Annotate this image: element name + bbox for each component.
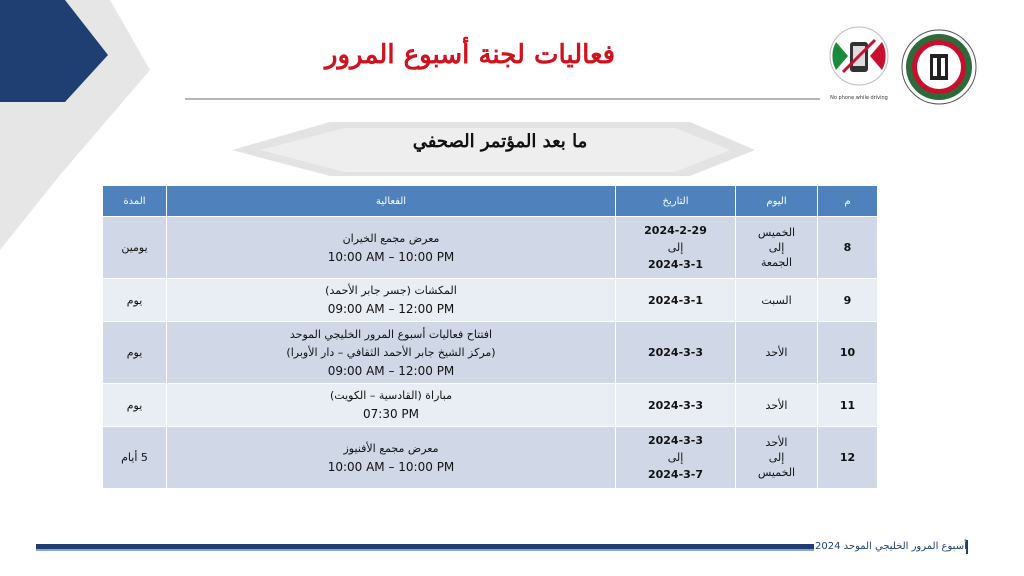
activity-line: افتتاح فعاليات أسبوع المرور الخليجي الموحد (289, 327, 493, 341)
activity-time: 10:00 AM – 10:00 PM (327, 459, 455, 474)
col-duration-header: المدة (103, 186, 167, 217)
activity-cell (167, 384, 616, 427)
date-line: 2024-2-29 (644, 224, 707, 237)
footer-text: أسبوع المرور الخليجي الموحد 2024 (815, 541, 967, 552)
activity-cell (167, 322, 616, 384)
activity-time: 09:00 AM – 12:00 PM (327, 363, 455, 378)
activity-time: 10:00 AM – 10:00 PM (327, 249, 455, 264)
date-line: 2024-3-3 (647, 434, 704, 447)
activity-time: 07:30 PM (363, 407, 419, 421)
day-cell (736, 279, 818, 322)
col-activity-header: الفعالية (167, 186, 616, 217)
day-line: الخميس (757, 226, 796, 239)
col-num-header: م (818, 186, 878, 217)
table-row (103, 384, 878, 427)
day-line: الأحد (765, 346, 788, 359)
date-cell (616, 322, 736, 384)
date-line: إلى (667, 451, 684, 464)
table-row (103, 322, 878, 384)
activity-line: معرض مجمع الأفنيوز (343, 441, 439, 455)
day-line: السبت (761, 293, 792, 307)
footer-bar (36, 544, 814, 549)
day-line: الأحد (765, 436, 788, 449)
date-cell (616, 279, 736, 322)
activity-line: مباراة (القادسية – الكويت) (330, 389, 452, 402)
row-number-cell: 11 (818, 384, 878, 427)
activity-line: معرض مجمع الخيران (342, 231, 440, 245)
row-number-cell: 8 (818, 217, 878, 279)
date-cell (616, 384, 736, 427)
day-line: إلى (768, 241, 785, 254)
day-line: إلى (768, 451, 785, 464)
day-line: الجمعة (760, 256, 793, 269)
table-header-row (103, 186, 878, 217)
table-row (103, 217, 878, 279)
page-title: فعاليات لجنة أسبوع المرور (324, 40, 616, 70)
col-day-header: اليوم (736, 186, 818, 217)
activity-time: 09:00 AM – 12:00 PM (327, 302, 455, 316)
date-line: 2024-3-1 (647, 293, 704, 307)
subtitle-banner-text: ما بعد المؤتمر الصحفي (412, 131, 588, 152)
duration-cell: يوم (103, 279, 167, 322)
table-row (103, 279, 878, 322)
date-line: 2024-3-3 (647, 346, 704, 359)
activity-line: (مركز الشيخ جابر الأحمد الثقافي – دار الأوبرا) (286, 345, 496, 359)
footer-bar-accent (36, 549, 814, 551)
row-number-cell: 9 (818, 279, 878, 322)
date-line: 2024-3-3 (647, 398, 704, 412)
date-cell (616, 217, 736, 279)
activity-cell (167, 217, 616, 279)
row-number-cell: 12 (818, 427, 878, 489)
no-phone-campaign-logo (828, 24, 890, 102)
day-cell (736, 427, 818, 489)
duration-cell: 5 أيام (103, 427, 167, 489)
day-line: الخميس (757, 466, 796, 479)
table-row (103, 427, 878, 489)
duration-cell: يوم (103, 322, 167, 384)
traffic-week-emblem (900, 28, 978, 106)
day-cell (736, 322, 818, 384)
date-line: 2024-3-1 (647, 258, 704, 271)
activity-cell (167, 279, 616, 322)
date-cell (616, 427, 736, 489)
date-line: إلى (667, 241, 684, 254)
activity-cell (167, 427, 616, 489)
events-schedule-table (102, 185, 878, 489)
day-cell (736, 217, 818, 279)
activity-line: المكشات (جسر جابر الأحمد) (325, 284, 457, 297)
row-number-cell: 10 (818, 322, 878, 384)
duration-cell: يومين (103, 217, 167, 279)
day-cell (736, 384, 818, 427)
day-line: الأحد (765, 398, 788, 412)
duration-cell: يوم (103, 384, 167, 427)
date-line: 2024-3-7 (647, 468, 704, 481)
col-date-header: التاريخ (616, 186, 736, 217)
logo-caption: No phone while driving (830, 95, 888, 101)
